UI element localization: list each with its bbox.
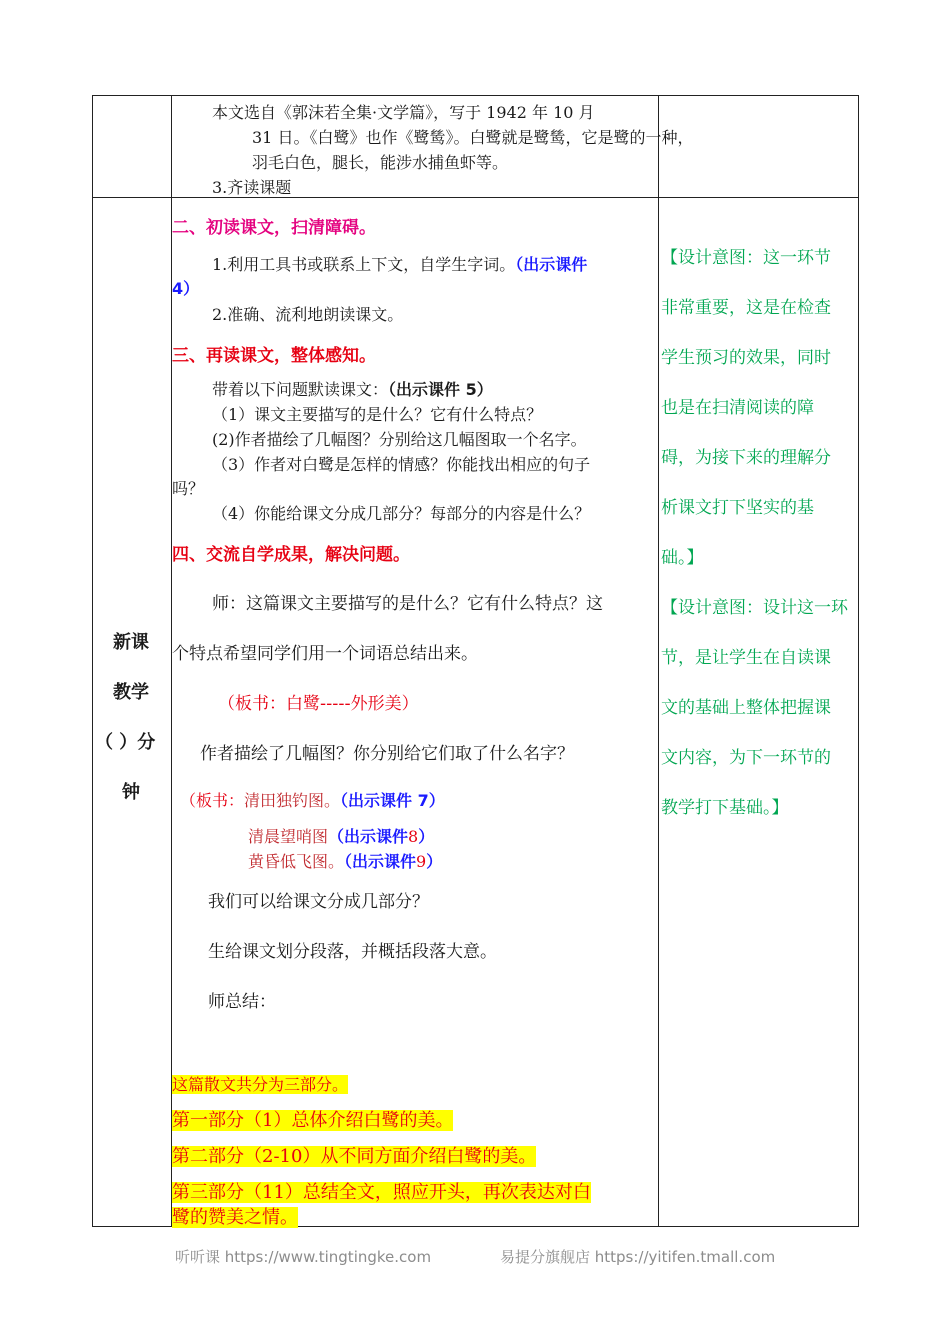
intro-line-2: 31 日。《白鹭》也作《鹭鸶》。白鹭就是鹭鸶，它是鹭的一种， bbox=[252, 128, 694, 147]
design-note-2-line-1: 【设计意图：设计这一环 bbox=[661, 598, 848, 618]
design-note-1-line-3: 学生预习的效果，同时 bbox=[661, 348, 831, 368]
board-note-2: （板书：清田独钓图。（出示课件 7） bbox=[180, 791, 445, 810]
label-line-2: 教学 bbox=[113, 682, 149, 703]
teacher-question-2: 作者描绘了几幅图？你分别给它们取了什么名字？ bbox=[200, 744, 574, 764]
label-cell bbox=[93, 198, 172, 1227]
intro-line-1: 本文选自《郭沫若全集·文学篇》，写于 1942 年 10 月 bbox=[212, 103, 595, 122]
teacher-summary-label: 师总结： bbox=[208, 992, 276, 1012]
lesson-plan-table bbox=[92, 95, 859, 1227]
design-note-1-line-7: 础。】 bbox=[661, 548, 704, 568]
label-line-1: 新课 bbox=[113, 632, 149, 653]
table-row-new-lesson bbox=[93, 198, 859, 1227]
board-note-1: （板书：白鹭-----外形美） bbox=[218, 694, 419, 714]
content-cell-main bbox=[172, 198, 659, 1227]
summary-line-4: 第三部分（11）总结全文，照应开头，再次表达对白 bbox=[172, 1182, 591, 1203]
design-note-1-line-4: 也是在扫清阅读的障 bbox=[661, 398, 814, 418]
summary-line-3: 第二部分（2-10）从不同方面介绍白鹭的美。 bbox=[172, 1146, 537, 1167]
design-note-1-line-6: 析课文打下坚实的基 bbox=[661, 498, 814, 518]
design-note-2-line-5: 教学打下基础。】 bbox=[661, 798, 789, 818]
table-row-intro bbox=[93, 96, 859, 198]
design-note-1-line-1: 【设计意图：这一环节 bbox=[661, 248, 831, 268]
section-heading-3: 三、再读课文，整体感知。 bbox=[172, 346, 376, 366]
teacher-question-1: 师：这篇课文主要描写的是什么？它有什么特点？这 bbox=[212, 594, 603, 614]
question-intro: 带着以下问题默读课文：（出示课件 5） bbox=[212, 380, 493, 399]
question-3-cont: 吗？ bbox=[172, 479, 205, 498]
section-heading-2: 二、初读课文，扫清障碍。 bbox=[172, 218, 376, 238]
teacher-question-1-cont: 个特点希望同学们用一个词语总结出来。 bbox=[172, 644, 478, 664]
question-1: （1）课文主要描写的是什么？它有什么特点？ bbox=[212, 405, 543, 424]
label-line-4: 钟 bbox=[122, 782, 140, 803]
board-note-4: 黄昏低飞图。（出示课件9） bbox=[248, 852, 443, 871]
notes-cell bbox=[659, 198, 859, 1227]
summary-line-2: 第一部分（1）总体介绍白鹭的美。 bbox=[172, 1110, 454, 1131]
item-2: 2.准确、流利地朗读课文。 bbox=[212, 305, 404, 324]
design-note-1-line-2: 非常重要，这是在检查 bbox=[661, 298, 831, 318]
teacher-question-3: 我们可以给课文分成几部分？ bbox=[208, 892, 429, 912]
design-note-1-line-5: 碍，为接下来的理解分 bbox=[661, 448, 831, 468]
summary-line-1: 这篇散文共分为三部分。 bbox=[172, 1075, 349, 1094]
design-note-2-line-4: 文内容，为下一环节的 bbox=[661, 748, 831, 768]
question-3: （3）作者对白鹭是怎样的情感？你能找出相应的句子 bbox=[212, 455, 591, 474]
intro-line-3: 羽毛白色，腿长，能涉水捕鱼虾等。 bbox=[252, 153, 509, 172]
student-activity: 生给课文划分段落，并概括段落大意。 bbox=[208, 942, 497, 962]
design-note-2-line-3: 文的基础上整体把握课 bbox=[661, 698, 831, 718]
footer-left-link[interactable]: 听听课 https://www.tingtingke.com bbox=[175, 1248, 432, 1266]
design-note-2-line-2: 节，是让学生在自读课 bbox=[661, 648, 831, 668]
question-2: (2)作者描绘了几幅图？分别给这几幅图取一个名字。 bbox=[212, 430, 587, 449]
item-1-cont: 4） bbox=[172, 279, 200, 298]
footer-right-link[interactable]: 易提分旗舰店 https://yitifen.tmall.com bbox=[500, 1248, 776, 1266]
label-cell-empty bbox=[93, 96, 172, 198]
intro-line-4: 3.齐读课题 bbox=[212, 178, 292, 197]
summary-line-4-cont: 鹭的赞美之情。 bbox=[172, 1207, 298, 1228]
content-cell-intro bbox=[172, 96, 694, 198]
item-1: 1.利用工具书或联系上下文，自学生字词。（出示课件 bbox=[212, 255, 588, 274]
board-note-3: 清晨望哨图（出示课件8） bbox=[248, 827, 435, 846]
section-heading-4: 四、交流自学成果，解决问题。 bbox=[172, 545, 410, 565]
label-line-3: （ ）分 bbox=[95, 732, 156, 753]
question-4: （4）你能给课文分成几部分？每部分的内容是什么？ bbox=[212, 504, 591, 523]
